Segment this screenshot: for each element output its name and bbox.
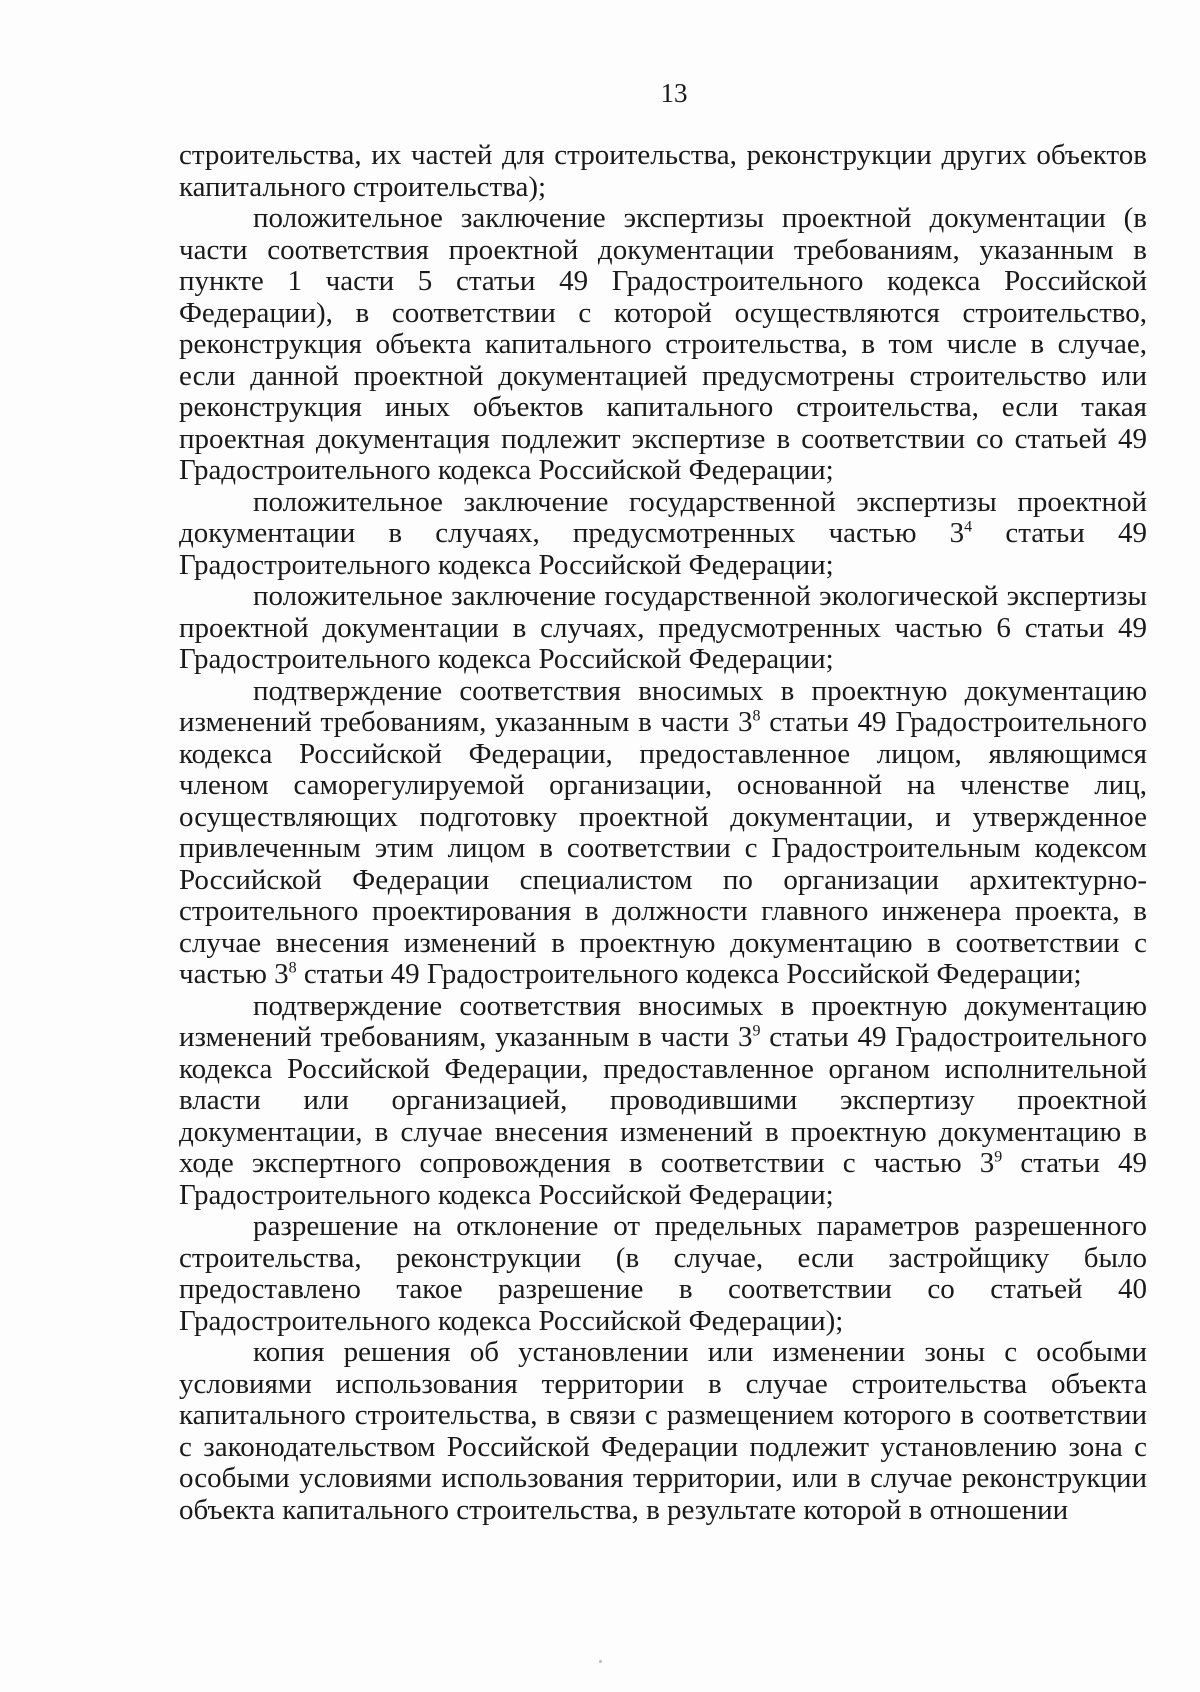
page-number: 13 xyxy=(660,78,688,108)
superscript: 9 xyxy=(752,1022,761,1040)
text-run: строительства, их частей для строительства, реконструкции других объектов капитального строительства); xyxy=(179,139,1147,203)
text-run: положительное заключение экспертизы проектной документации (в части соответствия проектной документации требованиям, указанным в пункте 1 части 5 статьи 49 Градостроительного кодекса Российской Федерации), в соответствии с которой осуществляются строительство, реконструкция объекта капитального строительства, в том числе в случае, если данной проектной документацией предусмотрены строительство или реконструкция иных объектов капитального строительства, если такая проектная документация подлежит экспертизе в соответствии со статьей 49 Градостроительного кодекса Российской Федерации; xyxy=(179,202,1147,486)
superscript: 8 xyxy=(288,959,297,977)
paragraph xyxy=(179,487,1147,582)
text-run: статьи 49 Градостроительного кодекса Российской Федерации, предоставленное лицом, являющимся членом саморегулируемой организации, основанной на членстве лиц, осуществляющих подготовку проектной документации, и утвержденное привлеченным этим лицом в соответствии с Градостроительным кодексом Российской Федерации специалистом по организации архитектурно-строительного проектирования в должности главного инженера проекта, в случае внесения изменений в проектную документацию в соответствии с частью 3 xyxy=(179,706,1147,990)
text-run: статьи 49 Градостроительного кодекса Российской Федерации, предоставленное органом исполнительной власти или организацией, проводившими экспертизу проектной документации, в случае внесения изменений в проектную документацию в ходе экспертного сопровождения в соответствии с частью 3 xyxy=(179,1021,1147,1179)
text-run: положительное заключение государственной экспертизы проектной документации в случаях, предусмотренных частью 3 xyxy=(179,485,1147,549)
text-run: подтверждение соответствия вносимых в проектную документацию изменений требованиям, указанным в части 3 xyxy=(179,989,1147,1053)
paragraph xyxy=(179,581,1147,676)
scan-speck xyxy=(599,1660,602,1663)
superscript: 4 xyxy=(964,518,973,536)
superscript: 9 xyxy=(994,1148,1003,1166)
paragraph xyxy=(179,676,1147,991)
paragraph xyxy=(179,991,1147,1212)
superscript: 8 xyxy=(752,707,761,725)
text-run: статьи 49 Градостроительного кодекса Российской Федерации; xyxy=(296,958,1082,990)
paragraph xyxy=(179,140,1147,203)
text-run: положительное заключение государственной экологической экспертизы проектной документации в случаях, предусмотренных частью 6 статьи 49 Градостроительного кодекса Российской Федерации; xyxy=(179,580,1147,675)
paragraph xyxy=(179,1337,1147,1526)
text-run: копия решения об установлении или изменении зоны с особыми условиями использования территории в случае строительства объекта капитального строительства, в связи с размещением которого в соответствии с законодательством Российской Федерации подлежит установлению зона с особыми условиями использования территории, или в случае реконструкции объекта капитального строительства, в результате которой в отношении xyxy=(179,1336,1147,1526)
document-body xyxy=(179,140,1147,1526)
text-run: подтверждение соответствия вносимых в проектную документацию изменений требованиям, указанным в части 3 xyxy=(179,674,1147,738)
paragraph xyxy=(179,203,1147,487)
text-run: разрешение на отклонение от предельных параметров разрешенного строительства, реконструкции (в случае, если застройщику было предоставлено такое разрешение в соответствии со статьей 40 Градостроительного кодекса Российской Федерации); xyxy=(179,1210,1147,1337)
paragraph xyxy=(179,1211,1147,1337)
text-run: статьи 49 Градостроительного кодекса Российской Федерации; xyxy=(179,517,1147,581)
text-run: статьи 49 Градостроительного кодекса Российской Федерации; xyxy=(179,1147,1147,1211)
